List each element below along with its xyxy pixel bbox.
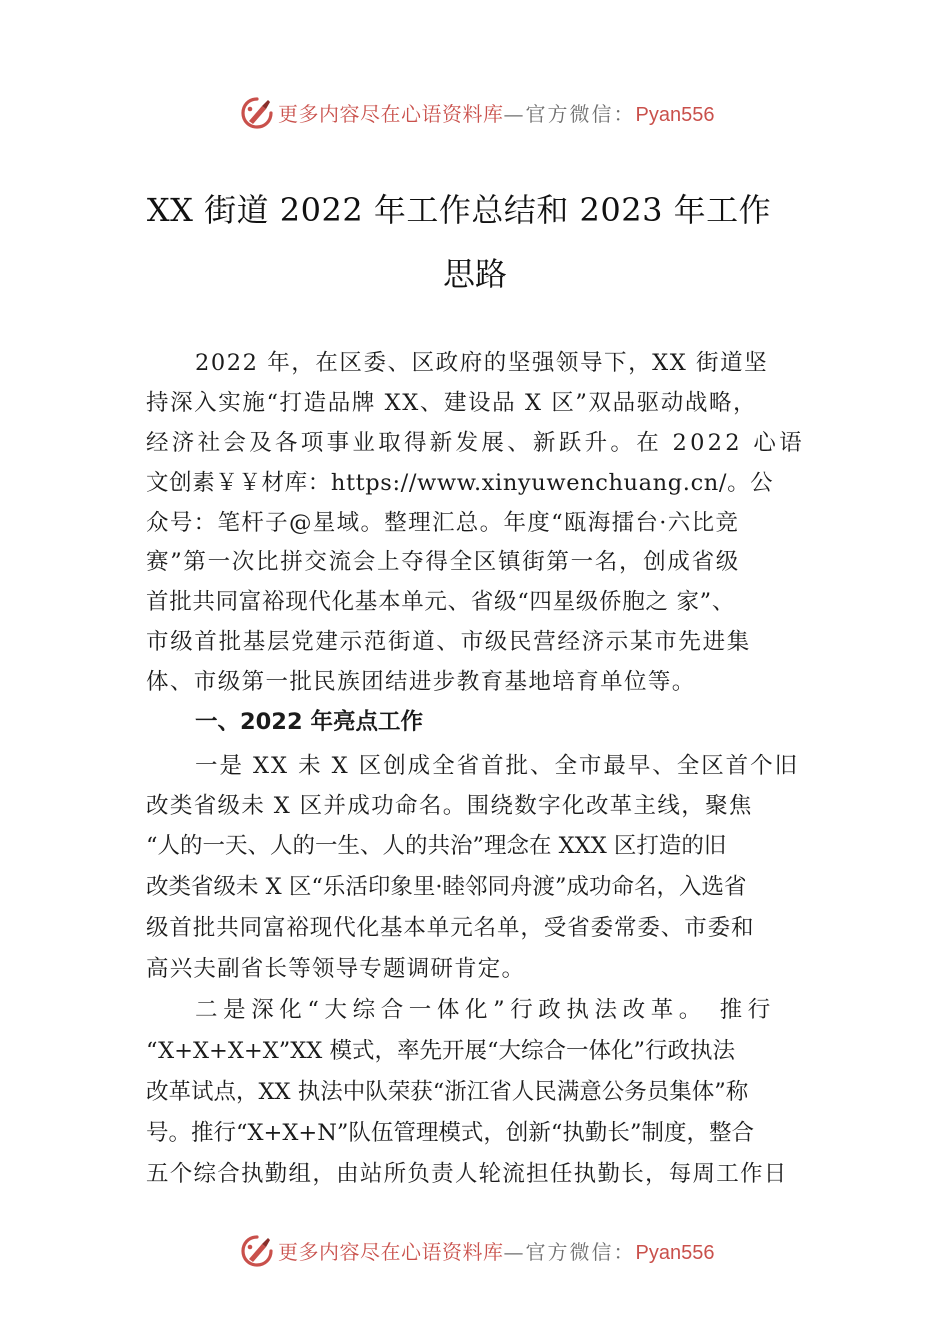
paragraph-3-line: 二是深化“大综合一体化”行政执法改革。 推行 bbox=[195, 997, 776, 1023]
paragraph-1-line: 众号：笔杆子@星域。整理汇总。年度“瓯海擂台·六比竞 bbox=[146, 510, 740, 536]
watermark-grey-text: —官方微信： bbox=[503, 102, 636, 126]
paragraph-2-line: 一是 XX 未 X 区创成全省首批、全市最早、全区首个旧 bbox=[195, 753, 800, 779]
watermark-red-text: 更多内容尽在心语资料库 bbox=[278, 102, 504, 126]
paragraph-2-line: 高兴夫副省长等领导专题调研肯定。 bbox=[146, 956, 526, 982]
watermark-text bbox=[278, 101, 714, 128]
watermark-text bbox=[278, 1239, 714, 1266]
paragraph-1-line: 首批共同富裕现代化基本单元、省级“四星级侨胞之 家”、 bbox=[146, 589, 736, 615]
watermark-banner-top bbox=[0, 94, 950, 134]
paragraph-2-line: 级首批共同富裕现代化基本单元名单，受省委常委、市委和 bbox=[146, 915, 755, 941]
wechat-id: Pyan556 bbox=[635, 104, 715, 126]
paragraph-1-line: 文创素￥￥材库：https://www.xinyuwenchuang.cn/。公 bbox=[146, 470, 774, 496]
paragraph-3-line: “X+X+X+X”XX 模式，率先开展“大综合一体化”行政执法 bbox=[146, 1038, 735, 1064]
paragraph-2-line: 改类省级未 X 区“乐活印象里·睦邻同舟渡”成功命名，入选省 bbox=[146, 874, 747, 900]
watermark-banner-bottom bbox=[0, 1232, 950, 1272]
paragraph-2-line: 改类省级未 X 区并成功命名。围绕数字化改革主线，聚焦 bbox=[146, 793, 753, 819]
wechat-id: Pyan556 bbox=[635, 1242, 715, 1264]
paragraph-1-line: 赛”第一次比拼交流会上夺得全区镇街第一名，创成省级 bbox=[146, 549, 741, 575]
document-title-line-2: 思路 bbox=[442, 255, 507, 293]
pen-logo-icon bbox=[240, 1234, 274, 1268]
paragraph-2-line: “人的一天、人的一生、人的共治”理念在 XXX 区打造的旧 bbox=[146, 833, 727, 859]
paragraph-1-line: 持深入实施“打造品牌 XX、建设品 X 区”双品驱动战略， bbox=[146, 390, 758, 416]
pen-logo-icon bbox=[240, 96, 274, 130]
watermark-red-text: 更多内容尽在心语资料库 bbox=[278, 1240, 504, 1264]
paragraph-1-line: 市级首批基层党建示范街道、市级民营经济示某市先进集 bbox=[146, 629, 752, 655]
watermark-grey-text: —官方微信： bbox=[503, 1240, 636, 1264]
section-heading: 一、2022 年亮点工作 bbox=[195, 709, 423, 735]
paragraph-1-line: 2022 年，在区委、区政府的坚强领导下，XX 街道坚 bbox=[195, 350, 769, 376]
paragraph-3-line: 五个综合执勤组，由站所负责人轮流担任执勤长，每周工作日 bbox=[146, 1161, 788, 1187]
paragraph-3-line: 号。推行“X+X+N”队伍管理模式，创新“执勤长”制度，整合 bbox=[146, 1120, 754, 1146]
paragraph-1-line: 体、市级第一批民族团结进步教育基地培育单位等。 bbox=[146, 669, 696, 695]
paragraph-3-line: 改革试点，XX 执法中队荣获“浙江省人民满意公务员集体”称 bbox=[146, 1079, 749, 1105]
paragraph-1-line: 经济社会及各项事业取得新发展、新跃升。在 2022 心语 bbox=[146, 430, 805, 456]
document-title-line-1: XX 街道 2022 年工作总结和 2023 年工作 bbox=[146, 191, 772, 229]
